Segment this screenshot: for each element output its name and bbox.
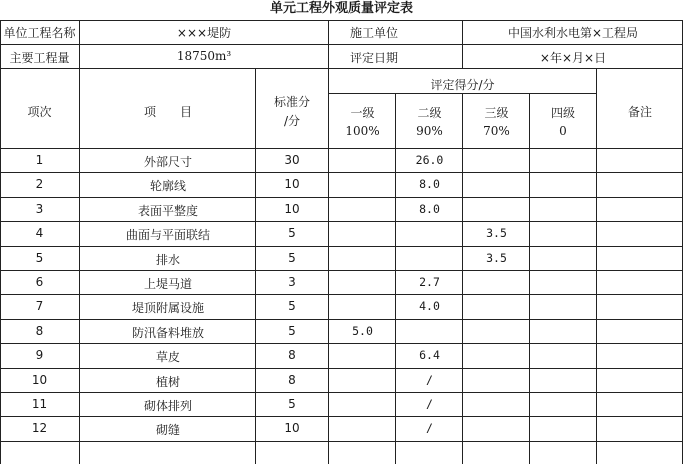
row-item: 砌缝	[155, 423, 180, 438]
row-standard-score: 10	[284, 177, 300, 192]
row-index: 7	[35, 299, 44, 314]
table-rule	[0, 270, 683, 271]
row-grade2-score: /	[426, 421, 433, 436]
table-rule	[0, 20, 683, 21]
grade4-name: 四级	[550, 106, 575, 120]
quality-evaluation-table	[0, 20, 683, 464]
row-item: 防汛备料堆放	[131, 325, 204, 340]
grade3-pct: 70%	[483, 124, 510, 138]
row-standard-score: 8	[288, 348, 296, 363]
row-standard-score: 8	[288, 372, 296, 387]
row-grade2-score: 26.0	[415, 153, 444, 167]
table-rule	[328, 20, 329, 464]
row-standard-score: 10	[284, 201, 300, 216]
table-rule	[462, 20, 463, 68]
row-grade2-score: /	[426, 372, 433, 387]
form-title: 单元工程外观质量评定表	[269, 1, 413, 16]
table-rule	[0, 68, 683, 69]
row-index: 9	[35, 348, 44, 363]
table-rule	[0, 197, 683, 198]
table-rule	[0, 221, 683, 222]
contractor-label: 施工单位	[350, 26, 399, 40]
row-standard-score: 5	[288, 226, 296, 241]
row-item: 曲面与平面联结	[125, 228, 210, 243]
table-rule	[0, 368, 683, 369]
date-label: 评定日期	[350, 51, 399, 65]
row-standard-score: 5	[288, 397, 296, 411]
row-grade2-score: 2.7	[419, 275, 440, 289]
grade2-name: 二级	[417, 106, 442, 120]
row-item: 砌体排列	[143, 399, 192, 413]
row-index: 12	[31, 421, 48, 436]
row-index: 6	[35, 275, 44, 289]
col-remarks-header: 备注	[627, 105, 652, 119]
row-item: 草皮	[155, 350, 180, 365]
row-index: 2	[35, 177, 44, 192]
row-grade2-score: /	[426, 397, 433, 411]
row-index: 10	[31, 372, 48, 387]
table-rule	[0, 416, 683, 417]
quantity-value: 18750m³	[176, 49, 232, 63]
row-item: 堤顶附属设施	[131, 301, 204, 316]
row-item: 外部尺寸	[143, 155, 192, 169]
table-rule	[0, 392, 683, 393]
row-standard-score: 5	[288, 250, 296, 265]
table-rule	[462, 93, 463, 464]
grade3-name: 三级	[484, 106, 509, 120]
table-rule	[0, 319, 683, 320]
col-standard-unit: /分	[283, 114, 301, 128]
table-rule	[529, 93, 530, 464]
row-grade1-score: 5.0	[352, 323, 373, 338]
row-item: 排水	[155, 252, 180, 267]
table-rule	[0, 44, 683, 45]
date-value: ×年×月×日	[539, 51, 607, 65]
contractor-value: 中国水利水电第×工程局	[507, 26, 639, 40]
table-rule	[79, 20, 80, 464]
row-standard-score: 5	[288, 323, 296, 338]
row-grade3-score: 3.5	[486, 250, 507, 265]
row-index: 5	[35, 250, 44, 265]
unit-project-label: 单位工程名称	[3, 26, 76, 40]
row-item: 轮廓线	[149, 179, 186, 194]
table-rule	[0, 294, 683, 295]
row-standard-score: 5	[288, 299, 296, 314]
table-rule	[0, 441, 683, 442]
table-rule	[395, 93, 396, 464]
row-index: 3	[35, 201, 44, 216]
table-rule	[0, 20, 1, 464]
row-item: 植树	[155, 374, 180, 389]
row-grade2-score: 6.4	[419, 348, 440, 363]
unit-project-value: ×××堤防	[176, 26, 232, 40]
grade1-pct: 100%	[345, 124, 380, 138]
table-rule	[0, 172, 683, 173]
row-standard-score: 10	[284, 421, 300, 436]
table-rule	[0, 148, 683, 149]
col-index-header: 项次	[27, 105, 52, 119]
row-item: 表面平整度	[137, 203, 198, 218]
row-grade3-score: 3.5	[486, 226, 507, 241]
row-grade2-score: 4.0	[419, 299, 440, 314]
col-item-header: 项 目	[143, 105, 192, 119]
row-standard-score: 30	[284, 153, 300, 167]
score-group-header: 评定得分/分	[430, 78, 495, 92]
row-grade2-score: 8.0	[419, 201, 440, 216]
row-item: 上堤马道	[143, 277, 192, 291]
table-rule	[0, 343, 683, 344]
quantity-label: 主要工程量	[9, 51, 70, 65]
table-rule	[596, 68, 597, 464]
grade2-pct: 90%	[416, 124, 443, 138]
row-standard-score: 3	[288, 275, 296, 289]
table-rule	[0, 246, 683, 247]
grade4-pct: 0	[559, 124, 567, 138]
row-index: 4	[35, 226, 44, 241]
table-rule	[255, 68, 256, 464]
row-index: 11	[31, 397, 48, 411]
row-grade2-score: 8.0	[419, 177, 440, 192]
grade1-name: 一级	[350, 106, 375, 120]
col-standard-header: 标准分	[273, 95, 310, 109]
row-index: 8	[35, 323, 44, 338]
row-index: 1	[35, 153, 44, 167]
